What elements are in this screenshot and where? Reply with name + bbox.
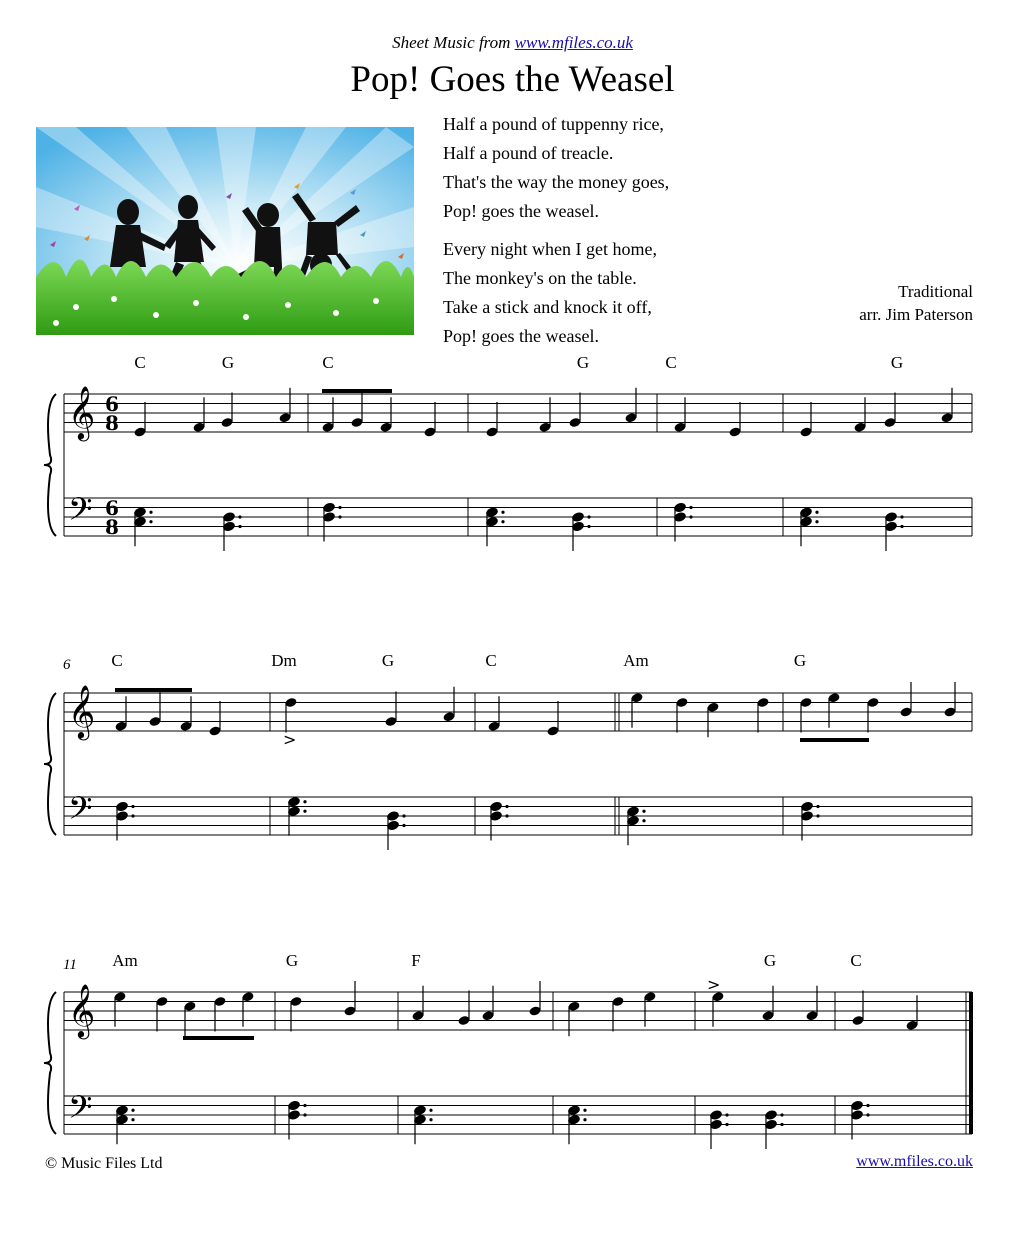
dot [402,814,405,817]
dot [816,805,819,808]
score-system [44,651,972,850]
dot [505,805,508,808]
chord-symbol: Dm [271,651,297,670]
dot [642,819,645,822]
verse-line: Take a stick and knock it off, [443,297,652,317]
dot [238,525,241,528]
dot [815,520,818,523]
treble-clef-icon: 𝄞 [68,385,96,439]
verse-line: Half a pound of treacle. [443,143,614,163]
score-system [44,951,972,1149]
dot [501,511,504,514]
brace [44,394,56,536]
dot [780,1113,783,1116]
copyright: © Music Files Ltd [45,1155,163,1172]
page-title: Pop! Goes the Weasel [350,59,675,100]
dot [131,805,134,808]
beam [800,738,869,742]
dot [583,1109,586,1112]
bass-clef-icon: 𝄢 [68,1089,93,1133]
dot [149,520,152,523]
dot [725,1123,728,1126]
source-link[interactable]: www.mfiles.co.uk [514,33,633,52]
dot [131,1109,134,1112]
bass-clef-icon: 𝄢 [68,491,93,535]
chord-symbol: G [285,951,299,970]
dot [131,814,134,817]
beam [115,688,192,692]
dot [866,1104,869,1107]
measure-number: 6 [63,657,71,673]
verse-line: That's the way the money goes, [443,172,670,192]
chord-symbol: C [485,651,497,670]
dot [303,1104,306,1107]
dot [866,1113,869,1116]
chord-symbol: Am [623,651,649,670]
time-signature-denominator: 8 [105,515,119,539]
dot [587,515,590,518]
dot [338,515,341,518]
chord-symbol: C [134,353,146,372]
dot [815,511,818,514]
chord-symbol: G [793,651,807,670]
chord-symbol: G [221,353,235,372]
dot [900,525,903,528]
time-signature-numerator: 6 [105,392,119,416]
dot [303,800,306,803]
chord-symbol: Am [112,951,138,970]
treble-clef-icon: 𝄞 [68,983,96,1037]
dot [505,814,508,817]
score-system [44,353,972,551]
chord-symbol: C [850,951,862,970]
verse-line: Pop! goes the weasel. [443,201,599,221]
footer-link[interactable]: www.mfiles.co.uk [856,1153,973,1170]
accent-mark: > [283,730,297,749]
dot [816,814,819,817]
dot [725,1113,728,1116]
chord-symbol: G [576,353,590,372]
dot [303,810,306,813]
dot [583,1118,586,1121]
dot [338,506,341,509]
composer-line-1: Traditional [898,282,973,301]
beam [322,389,392,393]
dot [238,515,241,518]
dot [429,1109,432,1112]
dot [131,1118,134,1121]
chord-symbol: C [111,651,123,670]
chord-symbol: C [665,353,677,372]
dot [642,810,645,813]
dot [900,515,903,518]
verse-line: Every night when I get home, [443,239,657,259]
dot [587,525,590,528]
verse-line: Pop! goes the weasel. [443,326,599,346]
source-prefix: Sheet Music from [392,33,515,52]
measure-number: 11 [63,957,77,973]
dot [402,824,405,827]
brace [44,693,56,835]
chord-symbol: G [890,353,904,372]
verse-line: Half a pound of tuppenny rice, [443,114,664,134]
beam [183,1036,254,1040]
dot [429,1118,432,1121]
dot [149,511,152,514]
dot [501,520,504,523]
accent-mark: > [707,975,721,994]
dot [689,506,692,509]
brace [44,992,56,1134]
chord-symbol: F [411,951,421,970]
dot [780,1123,783,1126]
dot [689,515,692,518]
chord-symbol: G [381,651,395,670]
composer-line-2: arr. Jim Paterson [859,305,973,324]
verse-line: The monkey's on the table. [443,268,637,288]
bass-clef-icon: 𝄢 [68,790,93,834]
chord-symbol: G [763,951,777,970]
time-signature-numerator: 6 [105,496,119,520]
time-signature-denominator: 8 [105,411,119,435]
chord-symbol: C [322,353,334,372]
treble-clef-icon: 𝄞 [68,684,96,738]
dot [303,1113,306,1116]
